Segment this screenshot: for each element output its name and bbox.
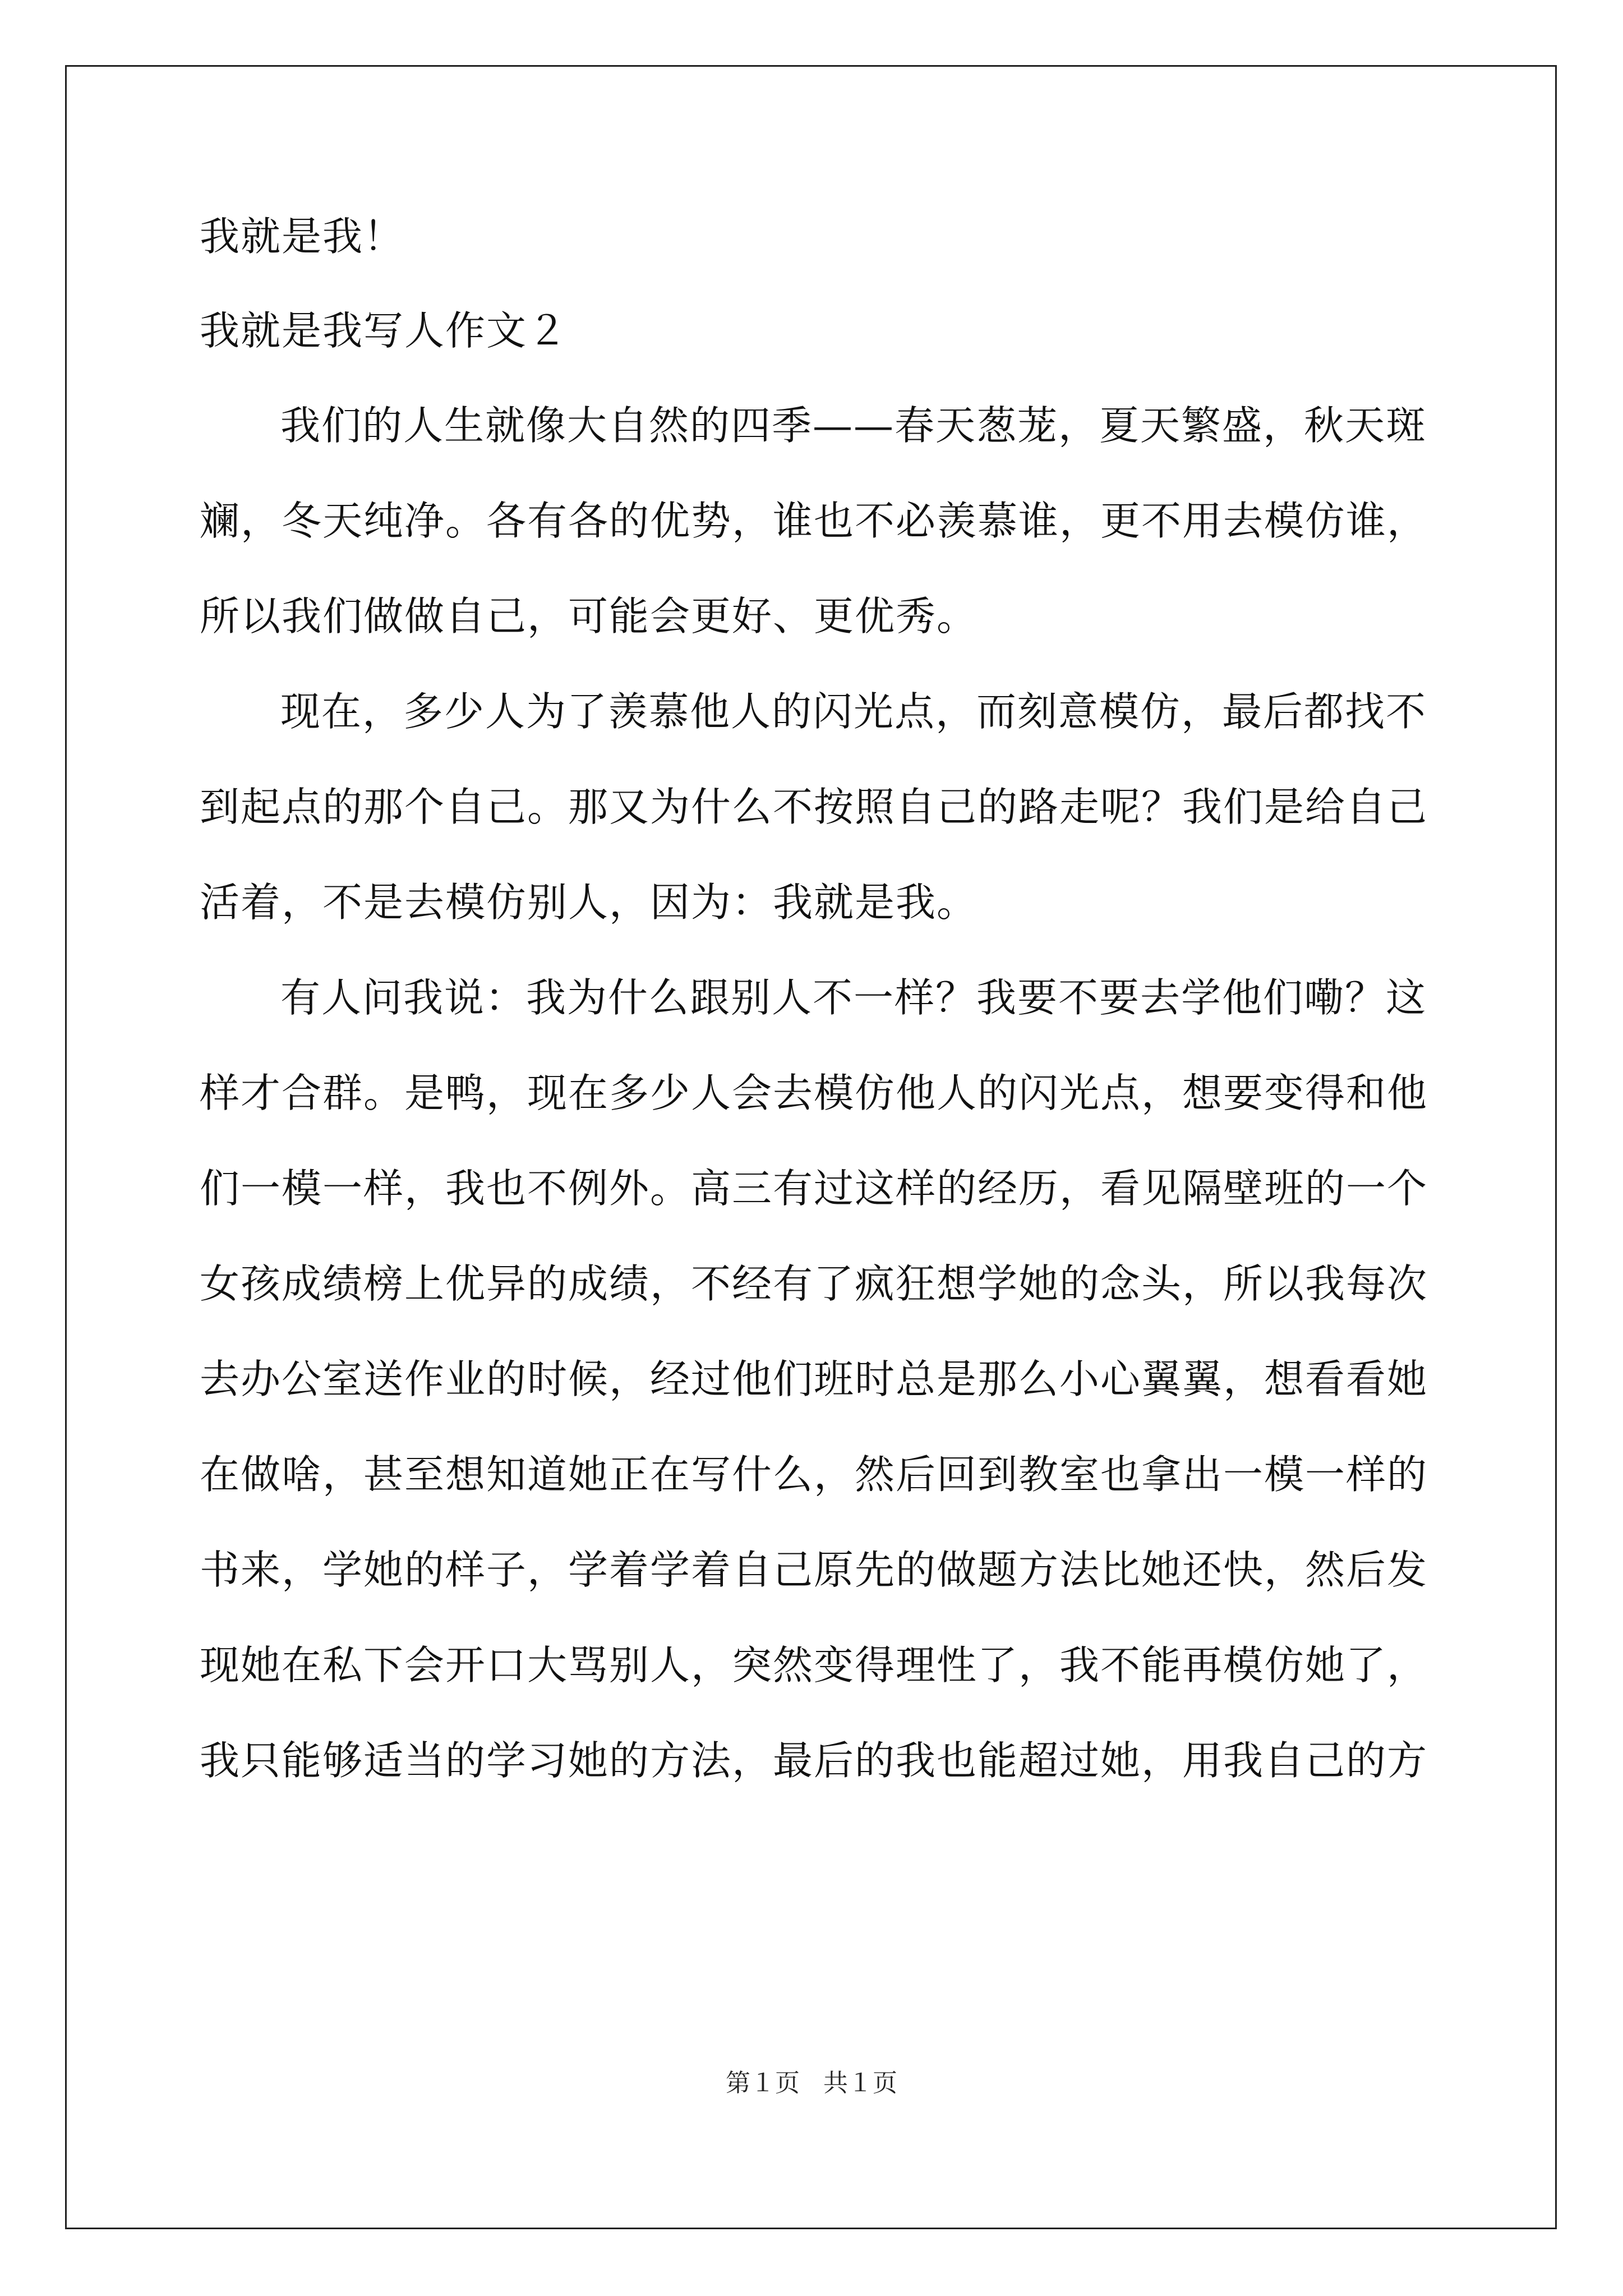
paragraph-spacer xyxy=(200,926,1424,974)
paragraph-line: 女孩成绩榜上优异的成绩，不经有了疯狂想学她的念头，所以我每次 xyxy=(200,1260,1428,1307)
paragraph-3 xyxy=(200,974,1428,1784)
paragraph-line: 样才合群。是鸭，现在多少人会去模仿他人的闪光点，想要变得和他 xyxy=(200,1070,1428,1116)
document-title: 我就是我！ xyxy=(200,213,405,260)
paragraph-line: 到起点的那个自己。那又为什么不按照自己的路走呢？我们是给自己 xyxy=(200,784,1428,830)
paragraph-line: 活着，不是去模仿别人，因为：我就是我。 xyxy=(200,879,978,926)
paragraph-line: 在做啥，甚至想知道她正在写什么，然后回到教室也拿出一模一样的 xyxy=(200,1451,1428,1498)
paragraph-2 xyxy=(200,688,1428,926)
paragraph-line: 们一模一样，我也不例外。高三有过这样的经历，看见隔壁班的一个 xyxy=(200,1165,1428,1212)
paragraph-line: 斓，冬天纯净。各有各的优势，谁也不必羡慕谁，更不用去模仿谁， xyxy=(200,498,1428,544)
paragraph-line: 我只能够适当的学习她的方法，最后的我也能超过她，用我自己的方 xyxy=(200,1737,1428,1784)
paragraph-1 xyxy=(200,402,1428,640)
page-footer xyxy=(0,2069,1623,2098)
paragraph-line: 现在，多少人为了羡慕他人的闪光点，而刻意模仿，最后都找不 xyxy=(280,688,1427,735)
page-number: 第１页 xyxy=(726,2069,800,2097)
paragraph-spacer xyxy=(200,640,1424,688)
paragraph-line: 有人问我说：我为什么跟别人不一样？我要不要去学他们嘞？这 xyxy=(280,974,1427,1021)
paragraph-line: 我们的人生就像大自然的四季——春天葱茏，夏天繁盛，秋天斑 xyxy=(280,402,1427,449)
paragraph-line: 所以我们做做自己，可能会更好、更优秀。 xyxy=(200,593,978,639)
paragraph-line: 去办公室送作业的时候，经过他们班时总是那么小心翼翼，想看看她 xyxy=(200,1356,1428,1402)
paragraph-line: 现她在私下会开口大骂别人，突然变得理性了，我不能再模仿她了， xyxy=(200,1642,1428,1688)
document-subtitle: 我就是我写人作文２ xyxy=(200,307,569,354)
page-total: 共１页 xyxy=(823,2069,897,2097)
paragraph-line: 书来，学她的样子，学着学着自己原先的做题方法比她还快，然后发 xyxy=(200,1547,1428,1593)
document-body xyxy=(200,213,1428,1784)
